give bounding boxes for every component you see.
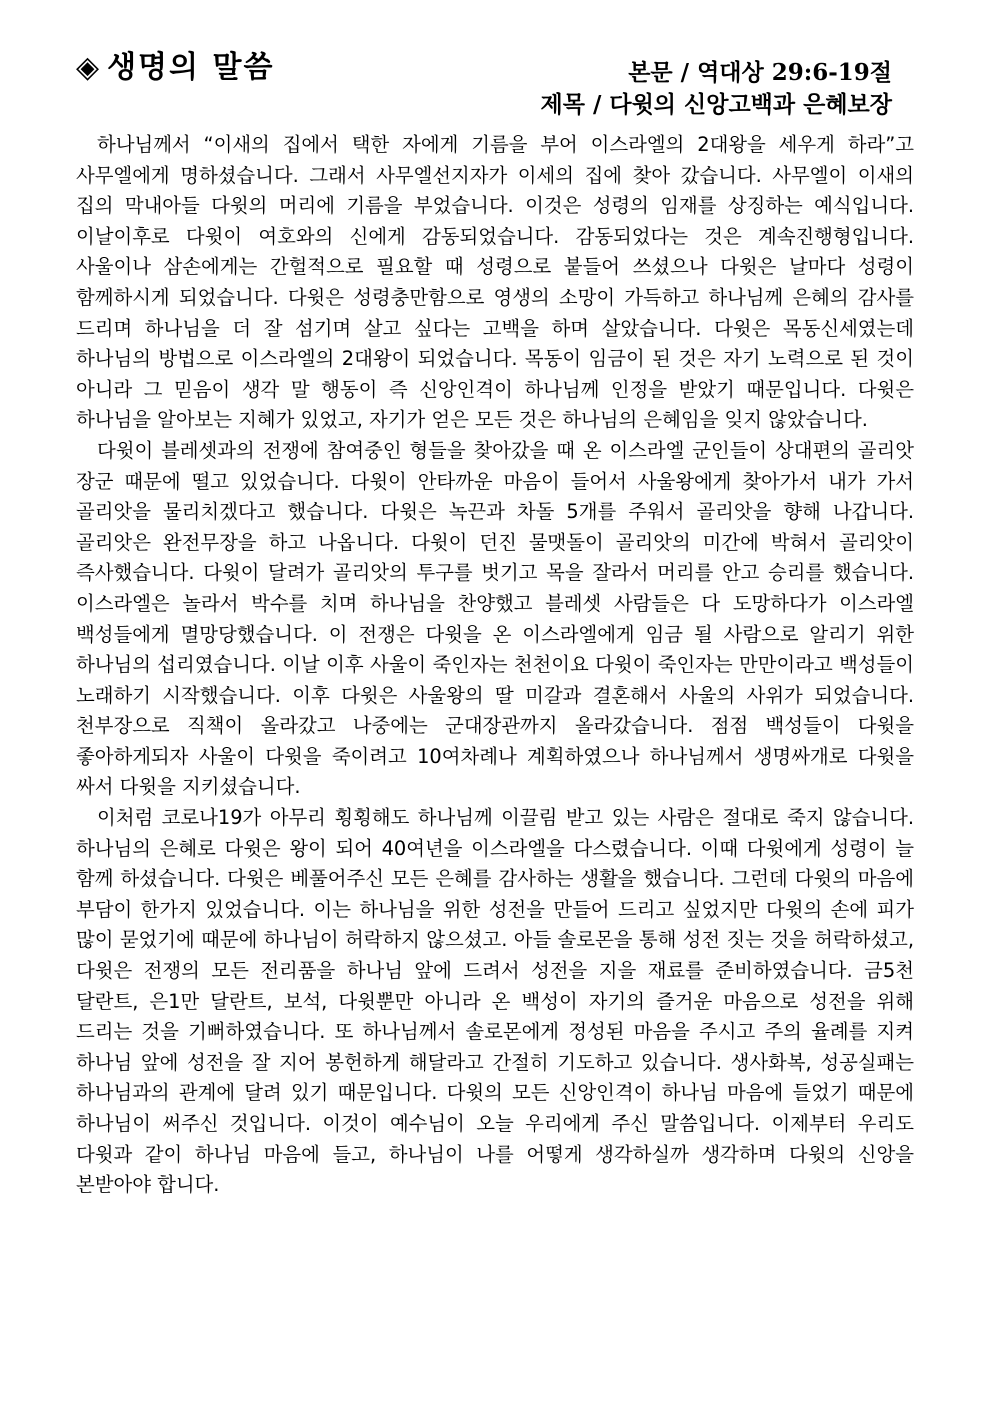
- sermon-body: [76, 130, 914, 1201]
- diamond-bullet-icon: ◈: [76, 50, 102, 85]
- sermon-page: [76, 44, 914, 1384]
- title-text: 다윗의 신앙고백과 은혜보장: [609, 91, 892, 118]
- sermon-title: [76, 90, 914, 124]
- paragraph-2: 다윗이 블레셋과의 전쟁에 참여중인 형들을 찾아갔을 때 온 이스라엘 군인들이 상대편의 골리앗 장군 때문에 떨고 있었습니다. 다윗이 안타까운 마음이 들어서 사울왕에게 찾아가서 내가 가서 골리앗을 물리치겠다고 했습니다. 다윗은 녹끈과 차돌 5개를 주워서 골리앗을 향해 나갑니다. 골리앗은 완전무장을 하고 나옵니다. 다윗이 던진 물맷돌이 골리앗의 미간에 박혀서 골리앗이 즉사했습니다. 다윗이 달려가 골리앗의 투구를 벗기고 목을 잘라서 머리를 안고 승리를 했습니다. 이스라엘은 놀라서 박수를 치며 하나님을 찬양했고 블레셋 사람들은 다 도망하다가 이스라엘 백성들에게 멸망당했습니다. 이 전쟁은 다윗을 온 이스라엘에게 임금 될 사람으로 알리기 위한 하나님의 섭리였습니다. 이날 이후 사울이 죽인자는 천천이요 다윗이 죽인자는 만만이라고 백성들이 노래하기 시작했습니다. 이후 다윗은 사울왕의 딸 미갈과 결혼해서 사울의 사위가 되었습니다. 천부장으로 직책이 올라갔고 나중에는 군대장관까지 올라갔습니다. 점점 백성들이 다윗을 좋아하게되자 사울이 다윗을 죽이려고 10여차례나 계획하였으나 하나님께서 생명싸개로 다윗을 싸서 다윗을 지키셨습니다.: [76, 438, 914, 799]
- heading-row: [76, 44, 914, 96]
- scripture-separator: /: [680, 59, 690, 86]
- title-label: 제목: [540, 91, 585, 118]
- paragraph-3: 이처럼 코로나19가 아무리 횡횡해도 하나님께 이끌림 받고 있는 사람은 절대로 죽지 않습니다. 하나님의 은혜로 다윗은 왕이 되어 40여년을 이스라엘을 다스렸습니다. 이때 다윗에게 성령이 늘 함께 하셨습니다. 다윗은 베풀어주신 모든 은혜를 감사하는 생활을 했습니다. 그런데 다윗의 마음에 부담이 한가지 있었습니다. 이는 하나님을 위한 성전을 만들어 드리고 싶었지만 다윗의 손에 피가 많이 묻었기에 때문에 하나님이 허락하지 않으셨고. 아들 솔로몬을 통해 성전 짓는 것을 허락하셨고, 다윗은 전쟁의 모든 전리품을 하나님 앞에 드려서 성전을 지을 재료를 준비하였습니다. 금5천 달란트, 은1만 달란트, 보석, 다윗뿐만 아니라 온 백성이 자기의 즐거운 마음으로 성전을 위해 드리는 것을 기뻐하였습니다. 또 하나님께서 솔로몬에게 정성된 마음을 주시고 주의 율례를 지켜 하나님 앞에 성전을 잘 지어 봉헌하게 해달라고 간절히 기도하고 있습니다. 생사화복, 성공실패는 하나님과의 관계에 달려 있기 때문입니다. 다윗의 모든 신앙인격이 하나님 마음에 들었기 때문에 하나님이 써주신 것입니다. 이것이 예수님이 오늘 우리에게 주신 말씀입니다. 이제부터 우리도 다윗과 같이 하나님 마음에 들고, 하나님이 나를 어떻게 생각하실까 생각하며 다윗의 신앙을 본받아야 합니다.: [76, 806, 914, 1197]
- section-title-text: 생명의 말씀: [107, 50, 275, 85]
- paragraph-1: 하나님께서 “이새의 집에서 택한 자에게 기름을 부어 이스라엘의 2대왕을 세우게 하라”고 사무엘에게 명하셨습니다. 그래서 사무엘선지자가 이세의 집에 찾아 갔습니다. 사무엘이 이새의 집의 막내아들 다윗의 머리에 기름을 부었습니다. 이것은 성령의 임재를 상징하는 예식입니다. 이날이후로 다윗이 여호와의 신에게 감동되었습니다. 감동되었다는 것은 계속진행형입니다. 사울이나 삼손에게는 간헐적으로 필요할 때 성령으로 붙들어 쓰셨으나 다윗은 날마다 성령이 함께하시게 되었습니다. 다윗은 성령충만함으로 영생의 소망이 가득하고 하나님께 은혜의 감사를 드리며 하나님을 더 잘 섬기며 살고 싶다는 고백을 하며 살았습니다. 다윗은 목동신세였는데 하나님의 방법으로 이스라엘의 2대왕이 되었습니다. 목동이 임금이 된 것은 자기 노력으로 된 것이 아니라 그 믿음이 생각 말 행동이 즉 신앙인격이 하나님께 인정을 받았기 때문입니다. 다윗은 하나님을 알아보는 지혜가 있었고, 자기가 얻은 모든 것은 하나님의 은혜임을 잊지 않았습니다.: [76, 133, 914, 432]
- title-separator: /: [592, 91, 602, 118]
- section-title: [76, 50, 274, 86]
- scripture-ref-text: 역대상 29:6-19절: [697, 59, 892, 86]
- scripture-reference: [628, 58, 892, 88]
- scripture-label: 본문: [628, 59, 673, 86]
